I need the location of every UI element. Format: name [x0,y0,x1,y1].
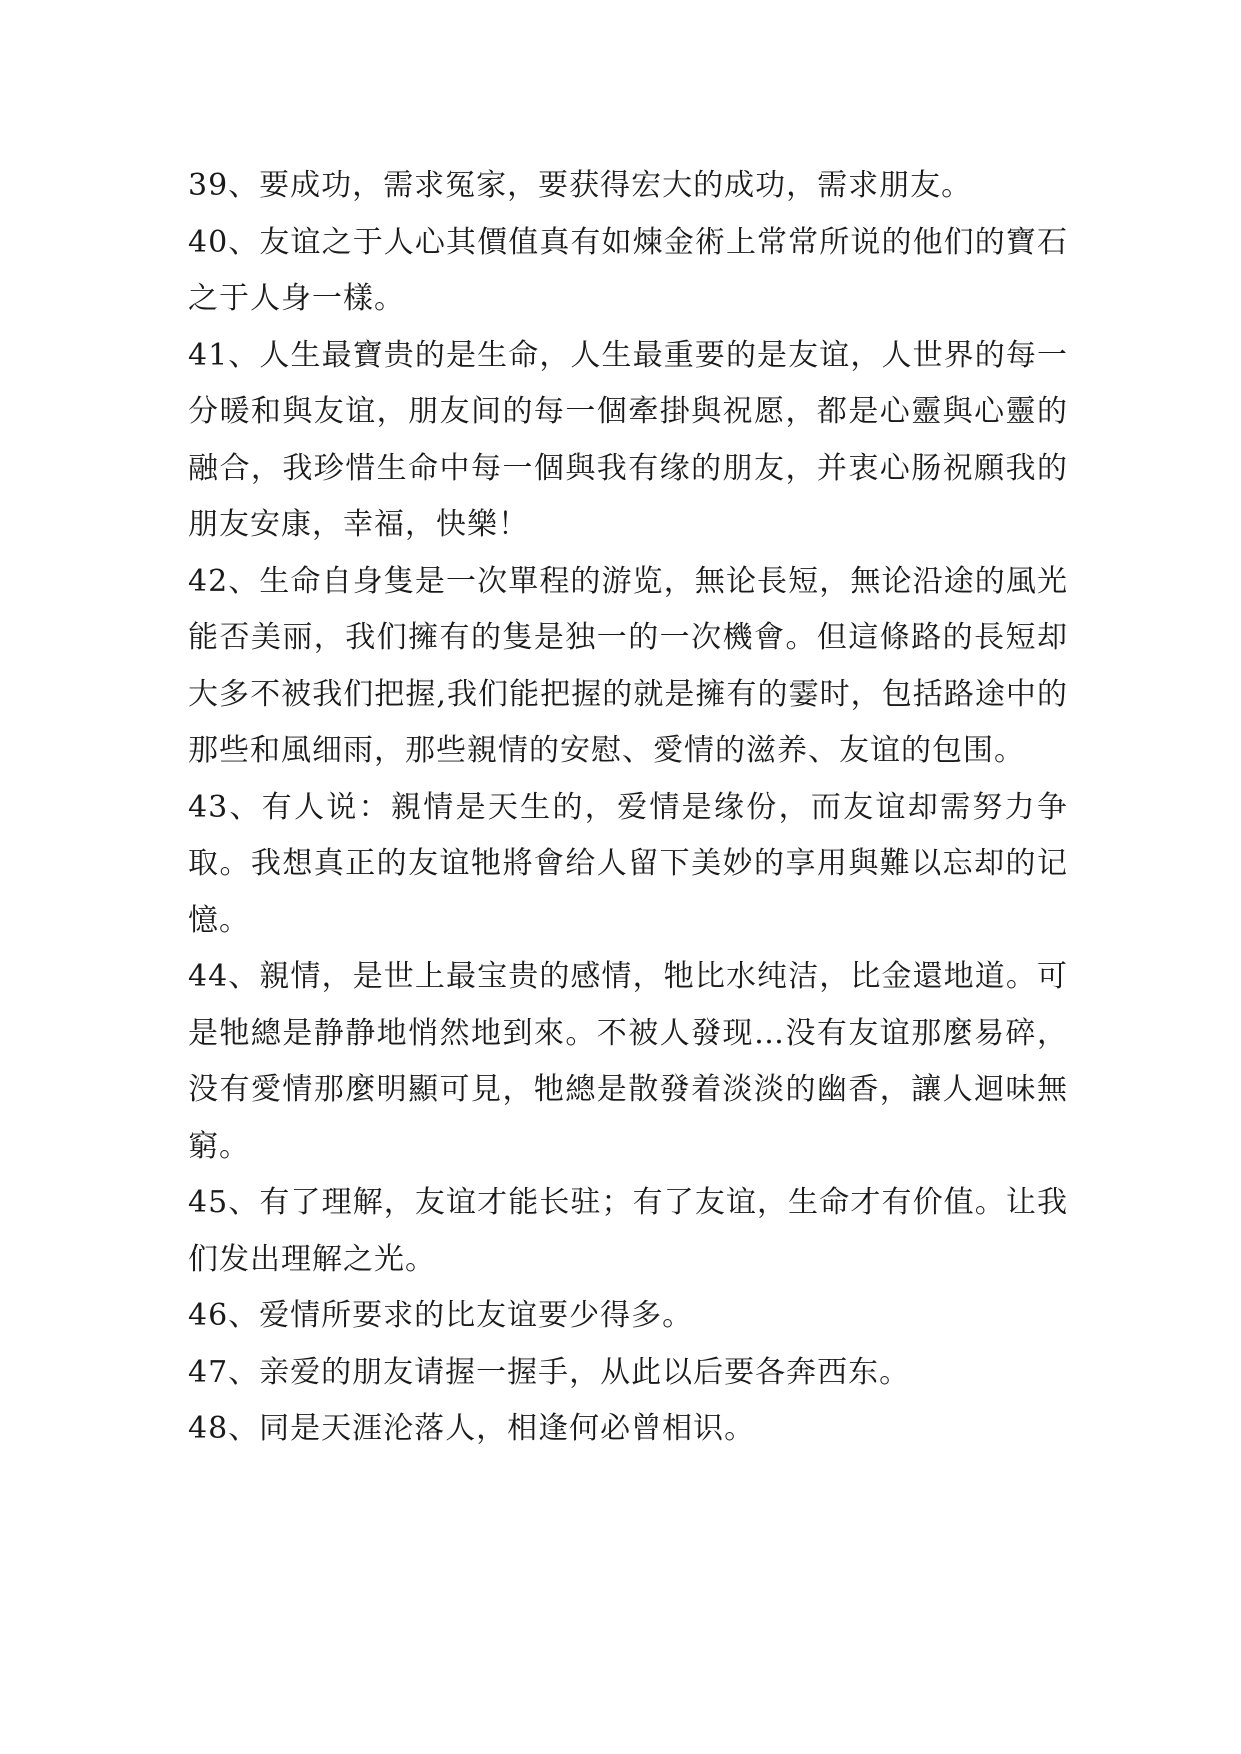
quote-item: 45、有了理解，友谊才能长驻；有了友谊，生命才有价值。让我们发出理解之光。 [188,1185,1068,1277]
quote-item: 44、親情，是世上最宝贵的感情，牠比水纯洁，比金還地道。可是牠總是静静地悄然地到來。不被人發现…没有友谊那麼易碎，没有愛情那麼明顯可見，牠總是散發着淡淡的幽香，讓人迴味無窮。 [188,959,1068,1164]
quote-item: 43、有人说：親情是天生的，爱情是缘份，而友谊却需努力争取。我想真正的友谊牠將會给人留下美妙的享用與難以忘却的记憶。 [188,789,1068,938]
quote-list [188,158,1068,1458]
quote-item: 41、人生最寶贵的是生命，人生最重要的是友谊，人世界的每一分暖和與友谊，朋友间的每一個牽掛與祝愿，都是心靈與心靈的融合，我珍惜生命中每一個與我有缘的朋友，并衷心肠祝願我的朋友安康，幸福，快樂！ [188,337,1068,542]
quote-item: 46、爱情所要求的比友谊要少得多。 [188,1298,694,1333]
quote-item: 42、生命自身隻是一次單程的游览，無论長短，無论沿途的風光能否美丽，我们擁有的隻是独一的一次機會。但這條路的長短却大多不被我们把握,我们能把握的就是擁有的霎时，包括路途中的那些和風细雨，那些親情的安慰、愛情的滋养、友谊的包围。 [188,563,1068,768]
quote-item: 47、亲爱的朋友请握一握手，从此以后要各奔西东。 [188,1354,911,1390]
quote-item: 39、要成功，需求冤家，要获得宏大的成功，需求朋友。 [188,168,973,203]
quote-item: 48、同是天涯沦落人，相逢何必曾相识。 [188,1411,756,1446]
quote-item: 40、友谊之于人心其價值真有如煉金術上常常所说的他们的寶石之于人身一樣。 [188,224,1068,316]
